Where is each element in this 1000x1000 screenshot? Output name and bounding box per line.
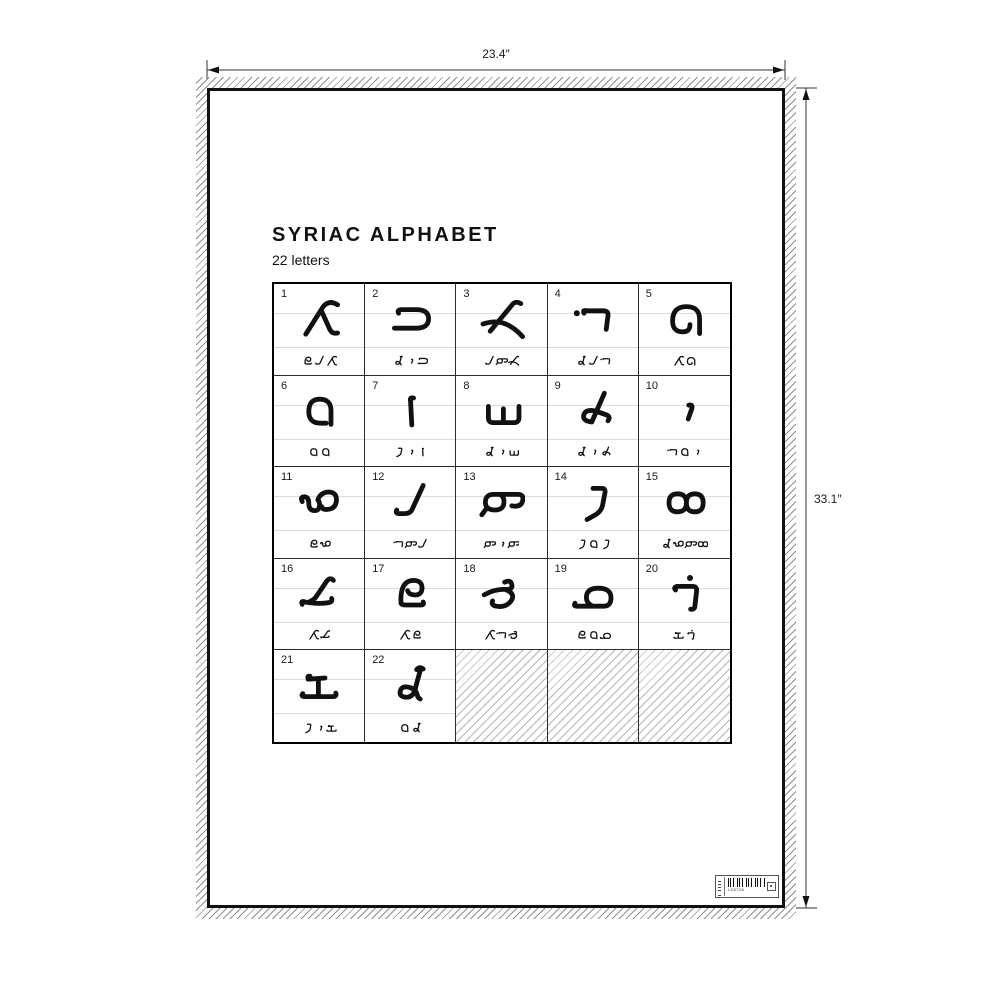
letter-name: [398, 629, 422, 642]
letter-glyph: [295, 297, 343, 345]
grid-cell: [274, 559, 365, 651]
hatch-band: [196, 77, 796, 919]
letter-name: [392, 446, 428, 459]
letter-name: [575, 446, 611, 459]
letter-glyph: [386, 389, 434, 437]
grid-cell: [456, 284, 547, 376]
letter-name: [660, 538, 708, 551]
cell-number: 7: [372, 379, 379, 392]
grid-cell: [639, 559, 730, 651]
alphabet-grid: [272, 282, 732, 744]
letter-glyph: [477, 572, 525, 620]
cell-number: 8: [463, 379, 470, 392]
grid-cell: [365, 467, 456, 559]
letter-glyph: [295, 480, 343, 528]
grid-cell: [548, 467, 639, 559]
letter-glyph: [477, 480, 525, 528]
grid-cell: [639, 284, 730, 376]
grid-cell: [274, 284, 365, 376]
letter-glyph: [569, 297, 617, 345]
arrow-left-icon: [208, 67, 219, 74]
cell-number: 16: [281, 562, 294, 575]
barcode-number: L08726: [728, 887, 745, 892]
arrow-up-icon: [803, 89, 810, 100]
letter-name: [483, 446, 519, 459]
width-dimension-label: 23.4″: [482, 47, 510, 61]
letter-name: [575, 629, 611, 642]
letter-glyph: [660, 572, 708, 620]
letter-name: [392, 355, 428, 368]
cell-number: 19: [554, 562, 567, 575]
cell-number: 21: [281, 654, 294, 667]
letter-name: [301, 355, 337, 368]
cell-number: 15: [645, 471, 659, 484]
letter-name: [301, 722, 337, 735]
letter-name: [392, 538, 428, 551]
cell-number: 12: [372, 471, 385, 484]
letter-name: [666, 446, 702, 459]
letter-name: [575, 355, 611, 368]
cell-number: 22: [372, 654, 385, 667]
grid-cell: [365, 284, 456, 376]
cell-number: 20: [645, 562, 659, 575]
letter-glyph: [386, 480, 434, 528]
letter-name: [398, 722, 422, 735]
letter-glyph: [386, 297, 434, 345]
cell-number: 11: [281, 471, 293, 484]
letter-glyph: [295, 663, 343, 711]
barcode-icon: [728, 878, 765, 887]
letter-name: [483, 355, 519, 368]
grid-cell: [365, 559, 456, 651]
letter-name: [575, 538, 611, 551]
letter-glyph: [386, 572, 434, 620]
letter-name: [672, 629, 696, 642]
cell-number: 14: [554, 471, 567, 484]
grid-cell: [274, 650, 365, 742]
grid-cell: [365, 376, 456, 468]
cell-number: 3: [463, 288, 470, 300]
label-square-icon: [767, 882, 776, 891]
letter-name: [483, 538, 519, 551]
arrow-down-icon: [803, 896, 810, 907]
letter-name: [307, 629, 331, 642]
grid-cell: [548, 559, 639, 651]
letter-name: [307, 446, 331, 459]
poster-subtitle: 22 letters: [272, 252, 330, 268]
grid-cell: [456, 467, 547, 559]
empty-hatched-cell: [456, 650, 547, 742]
letter-name: [672, 355, 696, 368]
cell-number: 10: [645, 379, 659, 392]
height-dimension-label: 33.1″: [814, 492, 842, 506]
letter-glyph: [386, 663, 434, 711]
grid-cell: [639, 376, 730, 468]
cell-number: 2: [372, 288, 379, 300]
cell-number: 6: [281, 379, 288, 392]
grid-cell: [365, 650, 456, 742]
grid-cell: [456, 559, 547, 651]
letter-glyph: [477, 297, 525, 345]
grid-cell: [548, 284, 639, 376]
empty-hatched-cell: [548, 650, 639, 742]
letter-glyph: [295, 572, 343, 620]
letter-glyph: [295, 389, 343, 437]
cell-number: 13: [463, 471, 476, 484]
cell-number: 1: [281, 288, 288, 300]
barcode-area: [725, 876, 767, 897]
cell-number: 18: [463, 562, 476, 575]
letter-glyph: [569, 480, 617, 528]
letter-name: [483, 629, 519, 642]
letter-glyph: [660, 389, 708, 437]
cell-number: 4: [554, 288, 561, 300]
letter-glyph: [569, 572, 617, 620]
cell-number: 5: [645, 288, 652, 300]
cell-number: 9: [554, 379, 561, 392]
arrow-right-icon: [773, 67, 784, 74]
empty-hatched-cell: [639, 650, 730, 742]
grid-cell: [274, 467, 365, 559]
letter-glyph: [477, 389, 525, 437]
poster-title: SYRIAC ALPHABET: [272, 224, 499, 246]
grid-cell: [548, 376, 639, 468]
poster: [207, 88, 785, 908]
letter-glyph: [660, 480, 708, 528]
product-barcode-label: [715, 875, 779, 898]
letter-glyph: [569, 389, 617, 437]
grid-cell: [456, 376, 547, 468]
cell-number: 17: [372, 562, 385, 575]
letter-name: [307, 538, 331, 551]
letter-glyph: [660, 297, 708, 345]
grid-cell: [274, 376, 365, 468]
grid-cell: [639, 467, 730, 559]
label-vertical-text: [717, 877, 725, 896]
